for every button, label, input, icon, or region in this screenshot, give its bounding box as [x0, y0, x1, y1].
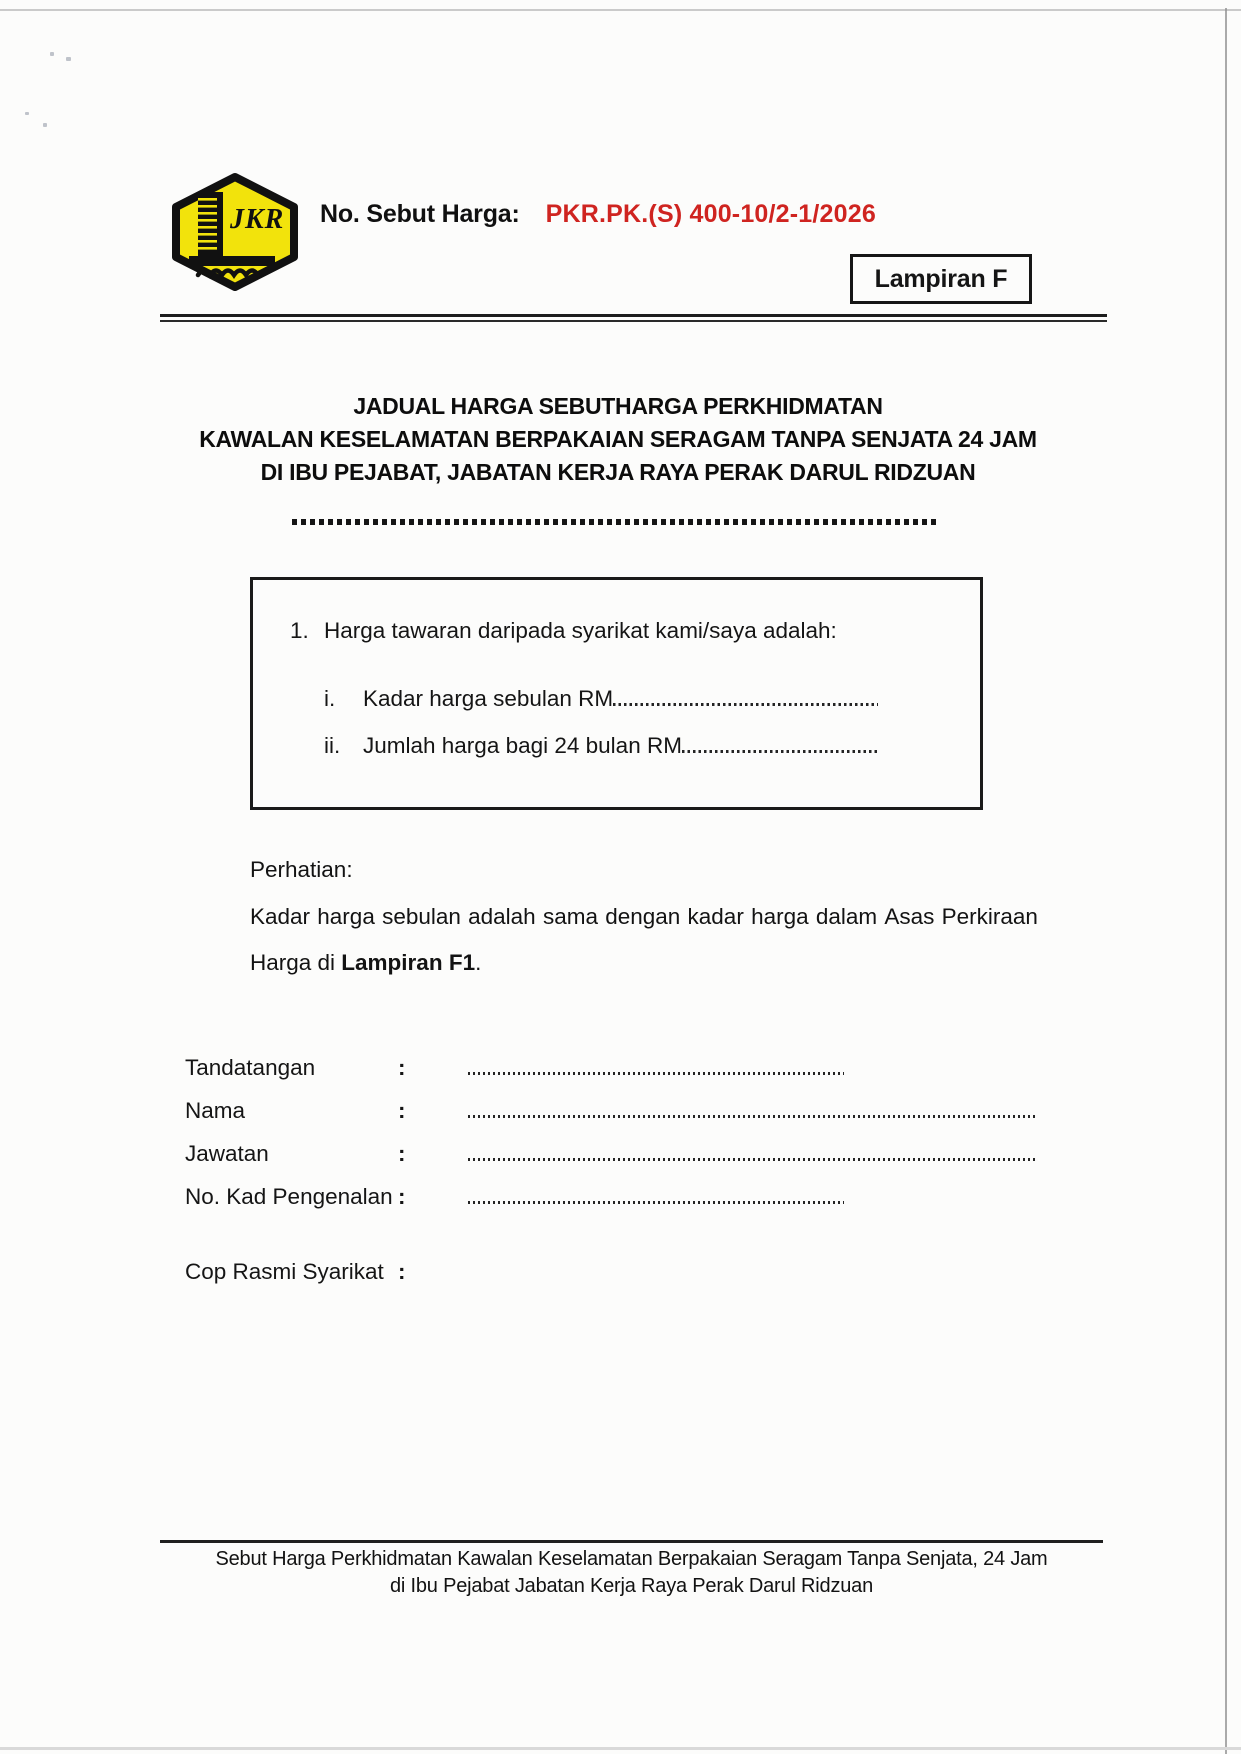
offer-subitem-label: Jumlah harga bagi 24 bulan RM — [363, 733, 682, 758]
offer-item — [290, 618, 980, 644]
offer-subitem-number: ii. — [324, 733, 341, 758]
price-offer-box — [250, 577, 983, 810]
quote-number-value: PKR.PK.(S) 400-10/2-1/2026 — [545, 200, 876, 228]
offer-subitem-label: Kadar harga sebulan RM — [363, 686, 614, 711]
attachment-label-box — [850, 254, 1032, 304]
quote-number-label: No. Sebut Harga: — [320, 200, 520, 228]
offer-subitem-monthly — [324, 686, 980, 712]
id-number-blank-field — [468, 1201, 844, 1204]
monthly-price-blank-field — [613, 703, 878, 706]
signature-section — [185, 1055, 1038, 1285]
signature-row-jawatan — [185, 1141, 1038, 1184]
scan-speck — [25, 112, 29, 115]
scan-edge-bottom — [0, 1747, 1241, 1750]
scan-speck — [50, 52, 54, 56]
offer-subitem-total — [324, 733, 980, 759]
footer-line2: di Ibu Pejabat Jabatan Kerja Raya Perak Darul Ridzuan — [389, 1575, 874, 1597]
scan-speck — [66, 57, 71, 61]
note-heading: Perhatian: — [250, 857, 353, 882]
header-divider — [160, 314, 1107, 322]
document-title — [0, 390, 1236, 489]
signature-row-kad-pengenalan — [185, 1184, 1038, 1227]
position-blank-field — [468, 1158, 1038, 1161]
note-body-line2: Harga di Lampiran F1. — [250, 950, 482, 975]
colon: : — [398, 1259, 406, 1284]
scan-edge-right — [1225, 8, 1227, 1754]
signature-label: Nama — [185, 1098, 246, 1123]
signature-row-nama — [185, 1098, 1038, 1141]
footer — [160, 1546, 1103, 1600]
signature-label: Tandatangan — [185, 1055, 316, 1080]
document-title-line3: DI IBU PEJABAT, JABATAN KERJA RAYA PERAK DARUL RIDZUAN — [260, 459, 976, 485]
jkr-logo-text: JKR — [230, 204, 285, 235]
colon: : — [398, 1141, 406, 1166]
lampiran-f1-reference: Lampiran F1 — [341, 950, 476, 975]
document-title-line1: JADUAL HARGA SEBUTHARGA PERKHIDMATAN — [353, 393, 883, 419]
colon: : — [398, 1055, 406, 1080]
document-title-line2: KAWALAN KESELAMATAN BERPAKAIAN SERAGAM TANPA SENJATA 24 JAM — [199, 426, 1037, 452]
company-stamp-label: Cop Rasmi Syarikat — [185, 1259, 384, 1284]
offer-item-number: 1. — [290, 618, 309, 643]
total-price-blank-field — [682, 750, 880, 753]
offer-subitem-number: i. — [324, 686, 336, 711]
jkr-logo — [168, 172, 302, 292]
signature-label: Jawatan — [185, 1141, 269, 1166]
dotted-separator — [292, 519, 937, 525]
footer-line1: Sebut Harga Perkhidmatan Kawalan Keselamatan Berpakaian Seragam Tanpa Senjata, 24 Jam — [215, 1548, 1048, 1570]
footer-divider — [160, 1540, 1103, 1543]
jkr-logo-graphic — [168, 172, 302, 292]
note-body-line1: Kadar harga sebulan adalah sama dengan kadar harga dalam Asas Perkiraan — [250, 904, 1038, 929]
signature-blank-field — [468, 1072, 844, 1075]
signature-label: No. Kad Pengenalan — [185, 1184, 393, 1209]
scan-edge-top — [0, 9, 1241, 11]
colon: : — [398, 1184, 406, 1209]
note-section — [250, 857, 1038, 976]
colon: : — [398, 1098, 406, 1123]
scan-speck — [43, 123, 47, 127]
name-blank-field — [468, 1115, 1038, 1118]
offer-item-text: Harga tawaran daripada syarikat kami/saya adalah: — [324, 618, 837, 643]
signature-row-tandatangan — [185, 1055, 1038, 1098]
attachment-label: Lampiran F — [874, 264, 1008, 293]
company-stamp-row — [185, 1259, 1038, 1285]
quote-number-row — [320, 200, 876, 229]
